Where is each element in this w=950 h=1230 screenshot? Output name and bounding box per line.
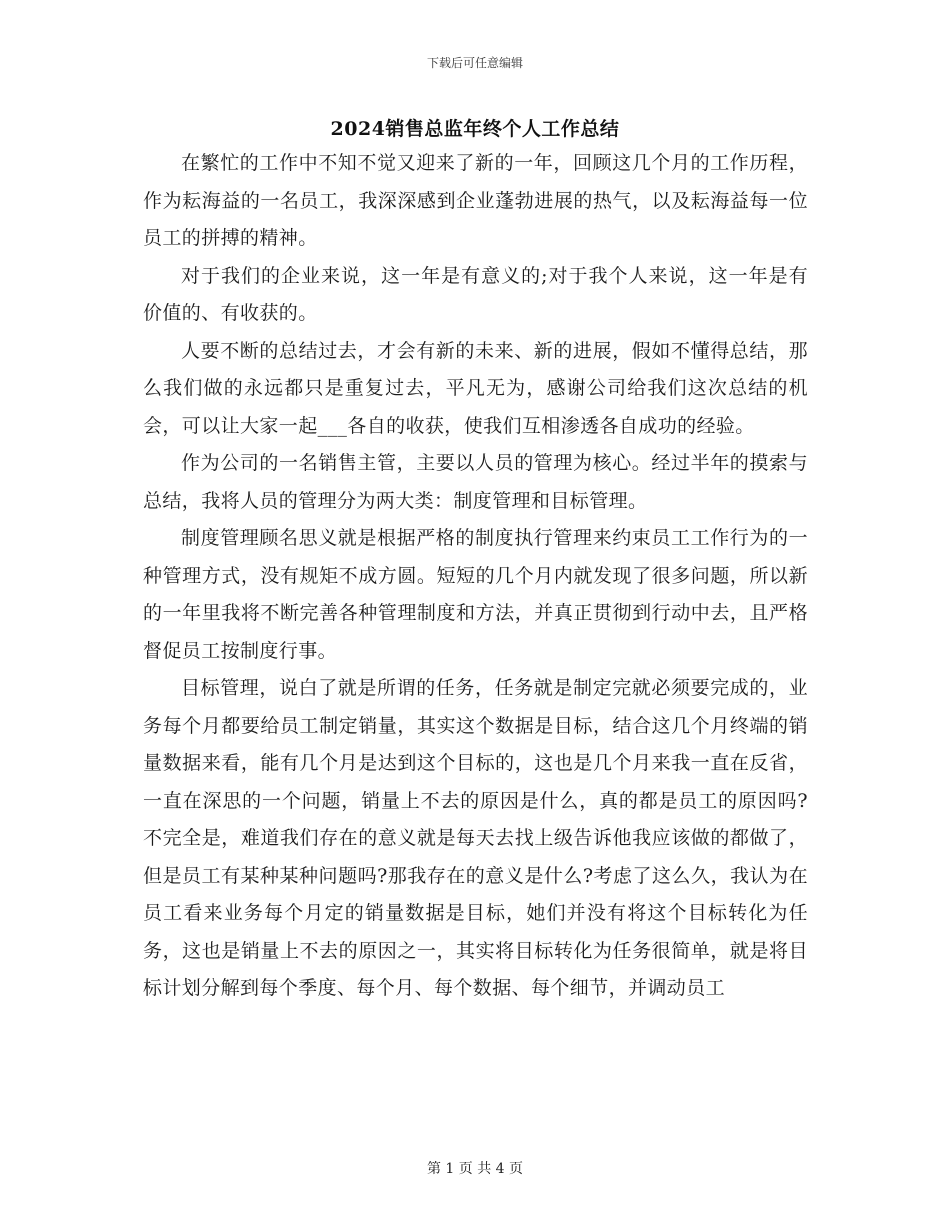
document-body (143, 145, 808, 1008)
paragraph-1: 在繁忙的工作中不知不觉又迎来了新的一年，回顾这几个月的工作历程，作为耘海益的一名员工，我深深感到企业蓬勃进展的热气，以及耘海益每一位员工的拼搏的精神。 (143, 152, 808, 249)
document-title: 2024销售总监年终个人工作总结 (330, 118, 620, 140)
page-header-note: 下载后可任意编辑 (426, 56, 523, 70)
paragraph-4: 作为公司的一名销售主管，主要以人员的管理为核心。经过半年的摸索与总结，我将人员的管理分为两大类：制度管理和目标管理。 (143, 452, 808, 512)
page-number: 第 1 页 共 4 页 (426, 1161, 524, 1177)
paragraph-6: 目标管理，说白了就是所谓的任务，任务就是制定完就必须要完成的，业务每个月都要给员工制定销量，其实这个数据是目标，结合这几个月终端的销量数据来看，能有几个月是达到这个目标的，这也是几个月来我一直在反省，一直在深思的一个问题，销量上不去的原因是什么，真的都是员工的原因吗?不完全是，难道我们存在的意义就是每天去找上级告诉他我应该做的都做了，但是员工有某种某种问题吗?那我存在的意义是什么?考虑了这么久，我认为在员工看来业务每个月定的销量数据是目标，她们并没有将这个目标转化为任务，这也是销量上不去的原因之一，其实将目标转化为任务很简单，就是将目标计划分解到每个季度、每个月、每个数据、每个细节，并调动员工 (143, 677, 808, 999)
paragraph-3: 人要不断的总结过去，才会有新的未来、新的进展，假如不懂得总结，那么我们做的永远都只是重复过去，平凡无为，感谢公司给我们这次总结的机会，可以让大家一起___各自的收获，使我们互相渗透各自成功的经验。 (143, 339, 808, 437)
paragraph-2: 对于我们的企业来说，这一年是有意义的;对于我个人来说，这一年是有价值的、有收获的。 (143, 264, 808, 324)
paragraph-5: 制度管理顾名思义就是根据严格的制度执行管理来约束员工工作行为的一种管理方式，没有规矩不成方圆。短短的几个月内就发现了很多问题，所以新的一年里我将不断完善各种管理制度和方法，并真正贯彻到行动中去，且严格督促员工按制度行事。 (143, 527, 808, 662)
